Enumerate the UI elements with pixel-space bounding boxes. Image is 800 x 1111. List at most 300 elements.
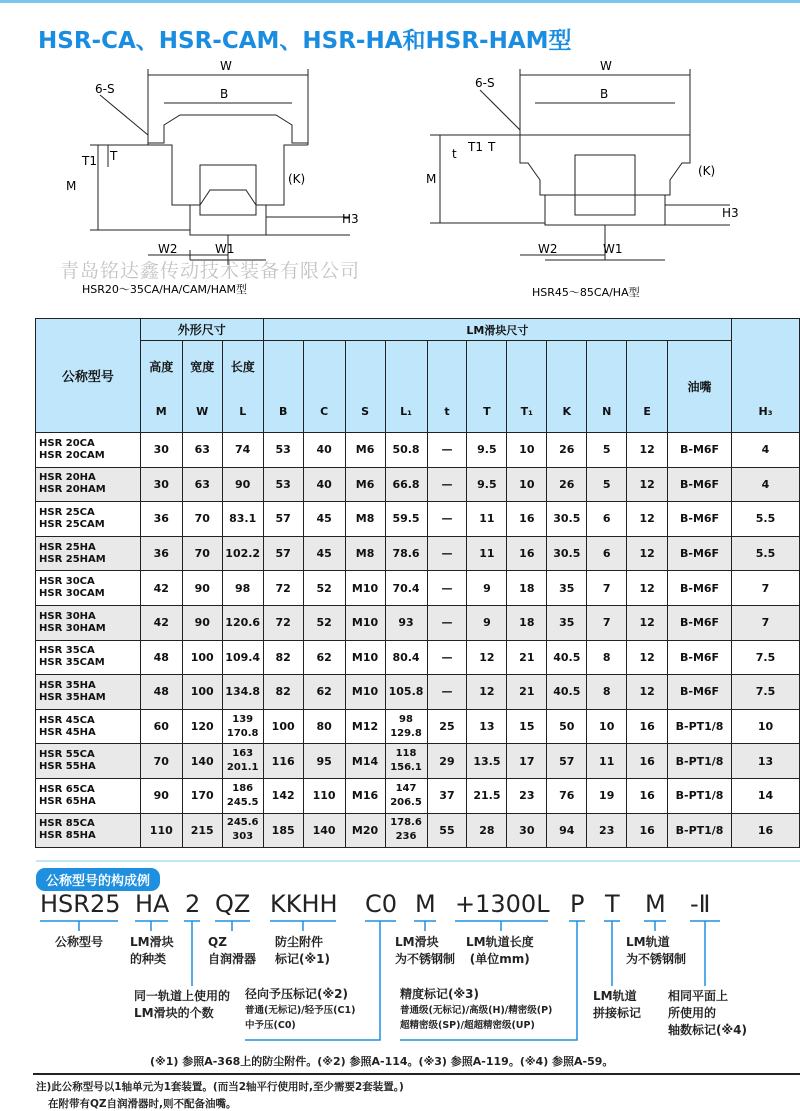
value-cell: 120	[182, 709, 222, 744]
value-cell: 170	[182, 778, 222, 813]
value-cell: 72	[263, 571, 303, 606]
model-name: HSR 55CA	[39, 749, 95, 761]
section-rule	[0, 855, 800, 865]
dim-t1: T1	[82, 154, 97, 168]
value-cell: 163 201.1	[222, 744, 263, 779]
model-name: HSR 45CA	[39, 714, 95, 726]
dim-k: (K)	[288, 172, 306, 186]
value-cell: 9.5	[467, 433, 507, 468]
value-cell: 16	[627, 778, 668, 813]
value-cell: 100	[263, 709, 303, 744]
value-cell: 62	[303, 640, 345, 675]
model-name: HSR 20HAM	[39, 484, 106, 496]
value-cell: M10	[345, 605, 385, 640]
model-cell	[36, 467, 141, 502]
code-segment: HSR25	[40, 890, 121, 918]
header-col-7: K	[547, 341, 587, 433]
value-cell: 4	[732, 433, 800, 468]
model-cell	[36, 778, 141, 813]
value-cell: M20	[345, 813, 385, 848]
value-cell: 23	[507, 778, 547, 813]
label-qz: QZ 自润滑器	[208, 935, 257, 966]
model-name: HSR 35HA	[39, 679, 96, 691]
dim-w: W	[220, 59, 232, 73]
value-cell: 59.5	[385, 502, 427, 537]
code-segment: KKHH	[270, 890, 338, 918]
code-segment: P	[570, 890, 585, 918]
value-cell: 7	[587, 571, 627, 606]
value-cell: 63	[182, 467, 222, 502]
label-block-type: LM滑块 的种类	[130, 935, 174, 966]
value-cell: 42	[140, 571, 182, 606]
value-cell: 53	[263, 433, 303, 468]
value-cell: B-PT1/8	[668, 778, 732, 813]
value-cell: 80	[303, 709, 345, 744]
value-cell: 10	[507, 433, 547, 468]
model-name: HSR 30HA	[39, 610, 96, 622]
value-cell: 70.4	[385, 571, 427, 606]
header-col-2: S	[345, 341, 385, 433]
model-cell	[36, 571, 141, 606]
value-cell: 5.5	[732, 502, 800, 537]
value-cell: 80.4	[385, 640, 427, 675]
value-cell: 4	[732, 467, 800, 502]
value-cell: 16	[507, 502, 547, 537]
value-cell: 18	[507, 571, 547, 606]
value-cell: 17	[507, 744, 547, 779]
value-cell: 26	[547, 467, 587, 502]
model-name: HSR 45HA	[39, 726, 96, 738]
model-name: HSR 55HA	[39, 761, 96, 773]
table-row	[36, 640, 800, 675]
model-name: HSR 25CAM	[39, 518, 105, 530]
value-cell: 36	[140, 502, 182, 537]
header-h3: H₃	[732, 319, 800, 433]
value-cell: 37	[427, 778, 467, 813]
header-group-block: LM滑块尺寸	[263, 319, 731, 341]
value-cell: M10	[345, 571, 385, 606]
model-cell	[36, 433, 141, 468]
value-cell: 16	[732, 813, 800, 848]
header-col-1: C	[303, 341, 345, 433]
value-cell: 134.8	[222, 675, 263, 710]
dim-t: t	[452, 147, 457, 161]
model-name: HSR 20CAM	[39, 449, 105, 461]
value-cell: M6	[345, 467, 385, 502]
value-cell: 90	[222, 467, 263, 502]
value-cell: 57	[547, 744, 587, 779]
header-col-3: L₁	[385, 341, 427, 433]
value-cell: 14	[732, 778, 800, 813]
value-cell: 42	[140, 605, 182, 640]
model-name: HSR 65HA	[39, 795, 96, 807]
value-cell: 50.8	[385, 433, 427, 468]
label-preload-detail: 普通(无标记)/轻予压(C1) 中予压(C0)	[245, 1005, 356, 1031]
label-axes: 相同平面上 所使用的 轴数标记(※4)	[668, 989, 747, 1037]
value-cell: 215	[182, 813, 222, 848]
model-name: HSR 30CAM	[39, 588, 105, 600]
value-cell: 12	[627, 640, 668, 675]
value-cell: 11	[467, 502, 507, 537]
value-cell: 139 170.8	[222, 709, 263, 744]
header-group-outer: 外形尺寸	[140, 319, 263, 341]
value-cell: —	[427, 467, 467, 502]
value-cell: 82	[263, 675, 303, 710]
value-cell: 12	[627, 536, 668, 571]
value-cell: 21	[507, 640, 547, 675]
value-cell: 186 245.5	[222, 778, 263, 813]
value-cell: B-M6F	[668, 571, 732, 606]
label-block-ss: LM滑块 为不锈钢制	[395, 935, 456, 966]
table-row	[36, 778, 800, 813]
value-cell: 40	[303, 433, 345, 468]
header-sym: W	[196, 405, 209, 418]
model-name: HSR 20CA	[39, 437, 95, 449]
model-cell	[36, 502, 141, 537]
model-cell	[36, 605, 141, 640]
value-cell: 11	[587, 744, 627, 779]
value-cell: 60	[140, 709, 182, 744]
value-cell: B-M6F	[668, 605, 732, 640]
value-cell: 52	[303, 605, 345, 640]
label-seal: 防尘附件 标记(※1)	[275, 935, 330, 966]
value-cell: 245.6 303	[222, 813, 263, 848]
value-cell: B-PT1/8	[668, 709, 732, 744]
label-rail-ss: LM轨道 为不锈钢制	[626, 935, 687, 966]
model-name: HSR 30CA	[39, 576, 95, 588]
value-cell: —	[427, 605, 467, 640]
dim-s: 6-S	[475, 76, 495, 90]
value-cell: 110	[303, 778, 345, 813]
value-cell: M8	[345, 536, 385, 571]
value-cell: 100	[182, 675, 222, 710]
label-rail-length: LM轨道长度 (单位mm)	[466, 935, 534, 966]
value-cell: —	[427, 536, 467, 571]
code-segment: 2	[185, 890, 201, 918]
header-col-W	[182, 341, 222, 433]
value-cell: —	[427, 675, 467, 710]
value-cell: 98	[222, 571, 263, 606]
model-name: HSR 35HAM	[39, 691, 106, 703]
value-cell: 6	[587, 502, 627, 537]
header-col-M	[140, 341, 182, 433]
divider	[33, 1073, 800, 1075]
header-col-0: B	[263, 341, 303, 433]
table-row	[36, 605, 800, 640]
value-cell: 26	[547, 433, 587, 468]
value-cell: 30.5	[547, 502, 587, 537]
value-cell: 5	[587, 467, 627, 502]
value-cell: 6	[587, 536, 627, 571]
value-cell: 140	[303, 813, 345, 848]
value-cell: M10	[345, 675, 385, 710]
header-sym: L	[239, 405, 247, 418]
value-cell: 147 206.5	[385, 778, 427, 813]
label-accuracy-detail: 普通级(无标记)/高级(H)/精密级(P) 超精密级(SP)/超超精密级(UP)	[400, 1005, 553, 1031]
code-segment: HA	[135, 890, 170, 918]
table-row	[36, 433, 800, 468]
value-cell: 70	[182, 502, 222, 537]
value-cell: 29	[427, 744, 467, 779]
header-col-8: N	[587, 341, 627, 433]
value-cell: 23	[587, 813, 627, 848]
code-segment: -Ⅱ	[690, 890, 711, 918]
header-col-5: T	[467, 341, 507, 433]
value-cell: —	[427, 571, 467, 606]
value-cell: 48	[140, 640, 182, 675]
label-joint: LM轨道 拼接标记	[593, 989, 642, 1020]
value-cell: 16	[507, 536, 547, 571]
value-cell: M14	[345, 744, 385, 779]
dim-w: W	[600, 59, 612, 73]
label-preload-title: 径向予压标记(※2)	[245, 987, 348, 1001]
header-model: 公称型号	[36, 319, 141, 433]
value-cell: 100	[182, 640, 222, 675]
dim-w1: W1	[215, 242, 235, 256]
dim-h3: H3	[722, 206, 739, 220]
value-cell: 21	[507, 675, 547, 710]
dim-tt: T	[488, 140, 496, 154]
value-cell: M16	[345, 778, 385, 813]
value-cell: 18	[507, 605, 547, 640]
dim-h3: H3	[342, 212, 359, 226]
value-cell: —	[427, 433, 467, 468]
value-cell: 8	[587, 640, 627, 675]
table-row	[36, 571, 800, 606]
value-cell: 74	[222, 433, 263, 468]
model-name: HSR 35CA	[39, 645, 95, 657]
header-col-9: E	[627, 341, 668, 433]
header-cn: 高度	[149, 360, 174, 374]
value-cell: 90	[140, 778, 182, 813]
watermark: 青岛铭达鑫传动技术装备有限公司	[60, 260, 361, 282]
value-cell: 11	[467, 536, 507, 571]
header-col-6: T₁	[507, 341, 547, 433]
dim-b: B	[220, 87, 229, 101]
value-cell: 45	[303, 536, 345, 571]
label-model: 公称型号	[55, 935, 104, 949]
model-cell	[36, 744, 141, 779]
value-cell: 48	[140, 675, 182, 710]
value-cell: —	[427, 502, 467, 537]
value-cell: 7.5	[732, 675, 800, 710]
value-cell: 9.5	[467, 467, 507, 502]
model-name: HSR 65CA	[39, 783, 95, 795]
dim-m: M	[66, 179, 77, 193]
value-cell: 70	[182, 536, 222, 571]
value-cell: 7	[587, 605, 627, 640]
value-cell: 102.2	[222, 536, 263, 571]
value-cell: 30	[140, 433, 182, 468]
value-cell: 178.6 236	[385, 813, 427, 848]
value-cell: B-PT1/8	[668, 744, 732, 779]
value-cell: 63	[182, 433, 222, 468]
label-accuracy-title: 精度标记(※3)	[400, 987, 479, 1001]
header-oil-nipple: 油嘴	[668, 341, 732, 433]
value-cell: 55	[427, 813, 467, 848]
value-cell: 9	[467, 605, 507, 640]
value-cell: 90	[182, 571, 222, 606]
value-cell: 35	[547, 571, 587, 606]
value-cell: 9	[467, 571, 507, 606]
value-cell: 40.5	[547, 640, 587, 675]
value-cell: 78.6	[385, 536, 427, 571]
value-cell: 30.5	[547, 536, 587, 571]
model-name: HSR 20HA	[39, 472, 96, 484]
diagram-caption: HSR20～35CA/HA/CAM/HAM型	[82, 283, 247, 296]
value-cell: B-M6F	[668, 467, 732, 502]
value-cell: M8	[345, 502, 385, 537]
value-cell: 12	[627, 605, 668, 640]
model-cell	[36, 675, 141, 710]
value-cell: 93	[385, 605, 427, 640]
top-rule	[0, 0, 800, 3]
table-row	[36, 744, 800, 779]
value-cell: 16	[627, 813, 668, 848]
value-cell: 10	[507, 467, 547, 502]
value-cell: 21.5	[467, 778, 507, 813]
value-cell: 30	[140, 467, 182, 502]
dim-s: 6-S	[95, 82, 115, 96]
value-cell: 7	[732, 605, 800, 640]
model-name: HSR 85HA	[39, 830, 96, 842]
value-cell: 110	[140, 813, 182, 848]
model-name: HSR 35CAM	[39, 657, 105, 669]
code-segment: +1300L	[455, 890, 550, 918]
value-cell: 13.5	[467, 744, 507, 779]
table-row	[36, 467, 800, 502]
code-segment: C0	[365, 890, 398, 918]
value-cell: 62	[303, 675, 345, 710]
model-cell	[36, 813, 141, 848]
value-cell: 66.8	[385, 467, 427, 502]
model-cell	[36, 536, 141, 571]
value-cell: 12	[627, 433, 668, 468]
value-cell: 13	[732, 744, 800, 779]
value-cell: 16	[627, 709, 668, 744]
table-row	[36, 709, 800, 744]
value-cell: 105.8	[385, 675, 427, 710]
code-segment: M	[415, 890, 436, 918]
value-cell: 25	[427, 709, 467, 744]
value-cell: 50	[547, 709, 587, 744]
value-cell: 70	[140, 744, 182, 779]
value-cell: 15	[507, 709, 547, 744]
value-cell: M12	[345, 709, 385, 744]
value-cell: M6	[345, 433, 385, 468]
header-sym: M	[155, 405, 167, 418]
value-cell: 45	[303, 502, 345, 537]
value-cell: B-M6F	[668, 640, 732, 675]
dim-w2: W2	[158, 242, 178, 256]
table-row	[36, 813, 800, 848]
value-cell: B-M6F	[668, 502, 732, 537]
value-cell: 40	[303, 467, 345, 502]
value-cell: 36	[140, 536, 182, 571]
dim-w2: W2	[538, 242, 558, 256]
dim-m: M	[426, 172, 437, 186]
dim-k: (K)	[698, 164, 716, 178]
value-cell: —	[427, 640, 467, 675]
value-cell: 19	[587, 778, 627, 813]
value-cell: 10	[732, 709, 800, 744]
value-cell: 16	[627, 744, 668, 779]
value-cell: 5	[587, 433, 627, 468]
value-cell: 116	[263, 744, 303, 779]
value-cell: 13	[467, 709, 507, 744]
note-1: 注)此公称型号以1轴单元为1套装置。(而当2轴平行使用时,至少需要2套装置。)	[36, 1081, 404, 1093]
value-cell: 140	[182, 744, 222, 779]
value-cell: 72	[263, 605, 303, 640]
model-cell	[36, 709, 141, 744]
header-col-L	[222, 341, 263, 433]
value-cell: 57	[263, 536, 303, 571]
value-cell: 76	[547, 778, 587, 813]
code-segment: M	[645, 890, 666, 918]
value-cell: 120.6	[222, 605, 263, 640]
page-title: HSR-CA、HSR-CAM、HSR-HA和HSR-HAM型	[38, 28, 572, 54]
value-cell: B-PT1/8	[668, 813, 732, 848]
value-cell: 28	[467, 813, 507, 848]
value-cell: 94	[547, 813, 587, 848]
value-cell: 12	[627, 571, 668, 606]
label-count: 同一轨道上使用的 LM滑块的个数	[134, 989, 231, 1020]
code-segment: T	[605, 890, 620, 918]
value-cell: B-M6F	[668, 675, 732, 710]
table-row	[36, 536, 800, 571]
value-cell: 7.5	[732, 640, 800, 675]
model-name: HSR 85CA	[39, 818, 95, 830]
value-cell: 142	[263, 778, 303, 813]
value-cell: 12	[627, 467, 668, 502]
model-name: HSR 25HAM	[39, 553, 106, 565]
value-cell: 30	[507, 813, 547, 848]
diagram-hsr45-85	[420, 55, 750, 300]
value-cell: 40.5	[547, 675, 587, 710]
value-cell: B-M6F	[668, 536, 732, 571]
code-segment: QZ	[215, 890, 251, 918]
model-cell	[36, 640, 141, 675]
dim-t1: T1	[468, 140, 483, 154]
value-cell: 109.4	[222, 640, 263, 675]
dim-b: B	[600, 87, 609, 101]
value-cell: B-M6F	[668, 433, 732, 468]
diagram-caption: HSR45～85CA/HA型	[532, 286, 640, 299]
table-row	[36, 675, 800, 710]
header-cn: 长度	[230, 360, 255, 374]
value-cell: M10	[345, 640, 385, 675]
model-name: HSR 25HA	[39, 541, 96, 553]
value-cell: 7	[732, 571, 800, 606]
value-cell: 10	[587, 709, 627, 744]
value-cell: 82	[263, 640, 303, 675]
value-cell: 35	[547, 605, 587, 640]
value-cell: 53	[263, 467, 303, 502]
value-cell: 12	[627, 502, 668, 537]
value-cell: 52	[303, 571, 345, 606]
footnote-references: (※1) 参照A-368上的防尘附件。(※2) 参照A-114。(※3) 参照A-119。(※4) 参照A-59。	[150, 1055, 614, 1068]
value-cell: 12	[467, 640, 507, 675]
value-cell: 95	[303, 744, 345, 779]
value-cell: 83.1	[222, 502, 263, 537]
value-cell: 5.5	[732, 536, 800, 571]
value-cell: 57	[263, 502, 303, 537]
header-cn: 宽度	[190, 360, 215, 374]
value-cell: 8	[587, 675, 627, 710]
value-cell: 185	[263, 813, 303, 848]
value-cell: 98 129.8	[385, 709, 427, 744]
dim-w1: W1	[603, 242, 623, 256]
